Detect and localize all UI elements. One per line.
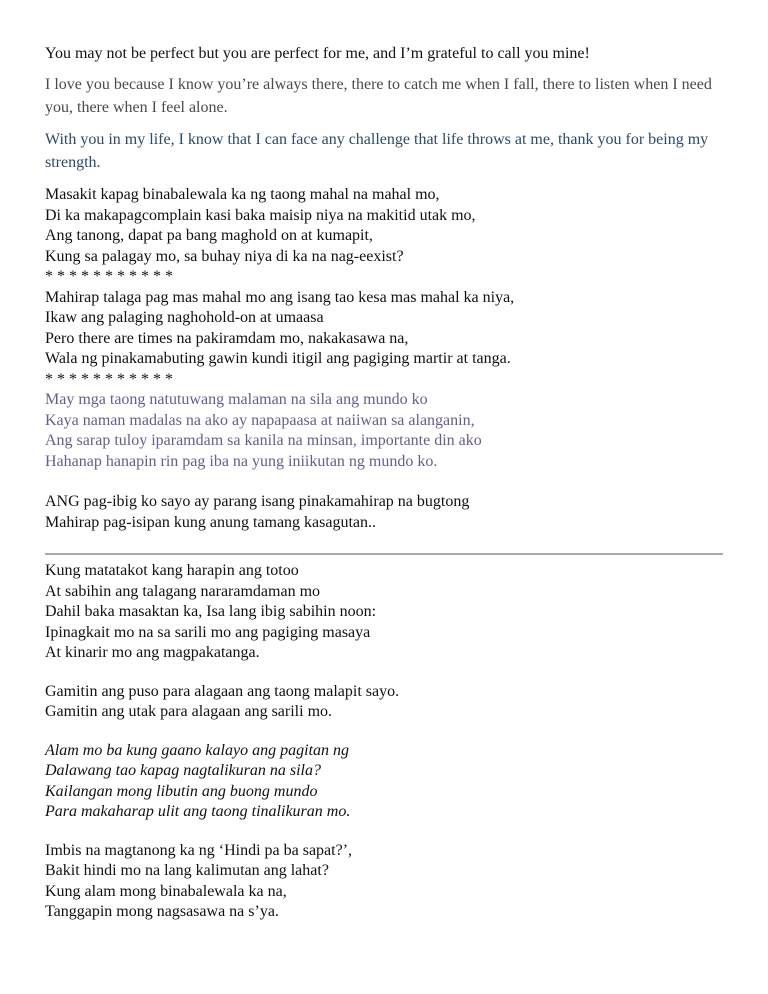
poem-stanza-6 xyxy=(45,682,725,723)
poem-stanza-3 xyxy=(45,390,725,472)
poem-line: ANG pag-ibig ko sayo ay parang isang pinakamahirap na bugtong xyxy=(45,493,470,510)
document-upper xyxy=(45,42,725,533)
poem-line: Kailangan mong libutin ang buong mundo xyxy=(45,782,318,800)
poem-line: Kaya naman madalas na ako ay napapaasa at naiiwan sa alanganin, xyxy=(45,411,475,429)
poem-line: Mahirap pag-isipan kung anung tamang kasagutan.. xyxy=(45,513,377,531)
asterisk-separator: * * * * * * * * * * * xyxy=(45,370,173,388)
poem-line: Kung matatakot kang harapin ang totoo xyxy=(45,562,299,579)
poem-line: Mahirap talaga pag mas mahal mo ang isang tao kesa mas mahal ka niya, xyxy=(45,288,515,306)
poem-line: Para makaharap ulit ang taong tinalikuran mo. xyxy=(45,803,351,820)
poem-stanza-8 xyxy=(45,841,725,923)
poem-line: Ang tanong, dapat pa bang maghold on at kumapit, xyxy=(45,227,373,244)
poem-line: Ikaw ang palaging naghohold-on at umaasa xyxy=(45,309,324,326)
poem-line: Gamitin ang puso para alagaan ang taong malapit sayo. xyxy=(45,682,400,700)
poem-stanza-4 xyxy=(45,492,725,533)
poem-stanza-1 xyxy=(45,185,725,288)
poem-line: Imbis na magtanong ka ng ‘Hindi pa ba sapat?’, xyxy=(45,841,353,859)
stanza-gap xyxy=(45,823,725,841)
poem-line: Hahanap hanapin rin pag iba na yung iniikutan ng mundo ko. xyxy=(45,452,438,470)
document-lower xyxy=(45,561,725,923)
asterisk-separator: * * * * * * * * * * * xyxy=(45,268,173,285)
poem-line: Kung sa palagay mo, sa buhay niya di ka na nag-eexist? xyxy=(45,247,404,265)
poem-line: Alam mo ba kung gaano kalayo ang pagitan ng xyxy=(45,741,349,759)
poem-line: Dalawang tao kapag nagtalikuran na sila? xyxy=(45,762,321,779)
stanza-gap xyxy=(45,664,725,682)
poem-line: Di ka makapagcomplain kasi baka maisip niya na makitid utak mo, xyxy=(45,206,476,224)
poem-line: Dahil baka masaktan ka, Isa lang ibig sabihin noon: xyxy=(45,603,377,620)
poem-stanza-7 xyxy=(45,741,725,823)
poem-stanza-2 xyxy=(45,288,725,391)
poem-line: Ang sarap tuloy iparamdam sa kanila na minsan, importante din ako xyxy=(45,432,482,449)
poem-line: At kinarir mo ang magpakatanga. xyxy=(45,644,260,661)
stanza-gap xyxy=(45,723,725,741)
poem-line: Gamitin ang utak para alagaan ang sarili mo. xyxy=(45,703,333,720)
poem-stanza-5 xyxy=(45,561,725,664)
poem-line: May mga taong natutuwang malaman na sila ang mundo ko xyxy=(45,391,428,408)
stanza-gap xyxy=(45,472,725,492)
intro-paragraph-2: I love you because I know you’re always there, there to catch me when I fall, there to listen when I need you, there when I feel alone. xyxy=(45,76,712,116)
poem-line: Wala ng pinakamabuting gawin kundi itigil ang pagiging martir at tanga. xyxy=(45,350,511,367)
poem-line: Bakit hindi mo na lang kalimutan ang lahat? xyxy=(45,862,329,879)
poem-line: Masakit kapag binabalewala ka ng taong mahal na mahal mo, xyxy=(45,186,440,203)
poem-line: Tanggapin mong nagsasawa na s’ya. xyxy=(45,903,279,920)
poem-line: At sabihin ang talagang nararamdaman mo xyxy=(45,582,321,600)
intro-paragraph-3: With you in my life, I know that I can face any challenge that life throws at me, thank you for being my strength. xyxy=(45,131,709,171)
poem-line: Pero there are times na pakiramdam mo, nakakasawa na, xyxy=(45,329,409,347)
poem-line: Ipinagkait mo na sa sarili mo ang pagiging masaya xyxy=(45,623,371,641)
intro-paragraph-1: You may not be perfect but you are perfect for me, and I’m grateful to call you mine! xyxy=(45,45,590,62)
poem-line: Kung alam mong binabalewala ka na, xyxy=(45,882,287,900)
horizontal-divider xyxy=(45,553,723,555)
